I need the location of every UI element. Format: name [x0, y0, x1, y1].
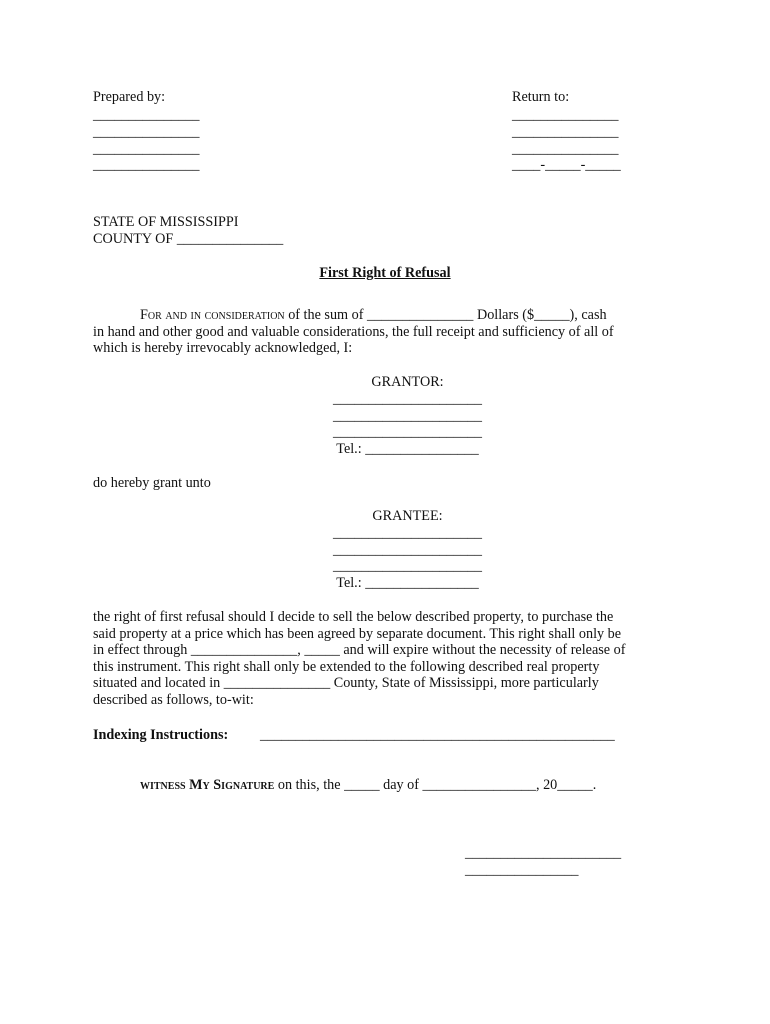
grantor-label: GRANTOR:: [371, 374, 444, 390]
county-heading: COUNTY OF _______________: [93, 231, 284, 247]
prepared-by-line: _______________: [93, 107, 200, 123]
indexing-blank: __________________________________________________: [260, 727, 615, 743]
prepared-by-line: _______________: [93, 124, 200, 140]
refusal-paragraph: [93, 609, 676, 709]
refusal-text: described as follows, to-wit:: [93, 691, 254, 708]
refusal-text: this instrument. This right shall only be extended to the following described real property: [93, 658, 600, 675]
grant-clause: do hereby grant unto: [93, 475, 211, 491]
state-heading: STATE OF MISSISSIPPI: [93, 214, 239, 230]
witness-lead-in: witness My Signature: [140, 777, 275, 793]
indexing-label: Indexing Instructions:: [93, 727, 229, 743]
grantee-label: GRANTEE:: [372, 508, 443, 524]
refusal-text: said property at a price which has been agreed by separate document. This right shall only be: [93, 625, 622, 642]
grantor-line: _____________________: [333, 391, 482, 407]
refusal-text: situated and located in _______________ County, State of Mississippi, more particularly: [93, 675, 599, 692]
consideration-paragraph: [93, 307, 676, 357]
signature-line: ______________________: [465, 845, 622, 861]
signature-line: ________________: [465, 862, 579, 878]
consideration-text: in hand and other good and valuable considerations, the full receipt and sufficiency of all of: [93, 323, 614, 340]
prepared-by-label: Prepared by:: [93, 89, 166, 105]
grantee-line: _____________________: [333, 525, 482, 541]
return-to-line: ____-_____-_____: [512, 157, 621, 173]
witness-clause: [140, 777, 596, 794]
consideration-text: which is hereby irrevocably acknowledged, I:: [93, 340, 353, 357]
return-to-line: _______________: [512, 141, 619, 157]
return-to-line: _______________: [512, 124, 619, 140]
grantee-line: _____________________: [333, 542, 482, 558]
refusal-text: in effect through _______________, _____ and will expire without the necessity of release of: [93, 642, 626, 659]
prepared-by-line: _______________: [93, 157, 200, 173]
refusal-text: the right of first refusal should I decide to sell the below described property, to purchase the: [93, 609, 614, 625]
grantor-line: _____________________: [333, 424, 482, 440]
prepared-by-line: _______________: [93, 141, 200, 157]
consideration-text: of the sum of _______________ Dollars ($_____), cash: [284, 307, 607, 323]
return-to-line: _______________: [512, 107, 619, 123]
witness-text: on this, the _____ day of ________________, 20_____.: [274, 777, 597, 793]
grantee-tel: Tel.: ________________: [336, 575, 479, 591]
consideration-lead-in: For and in consideration: [140, 307, 285, 323]
document-title: First Right of Refusal: [319, 265, 451, 281]
return-to-label: Return to:: [512, 89, 570, 105]
grantor-tel: Tel.: ________________: [336, 441, 479, 457]
grantee-line: _____________________: [333, 558, 482, 574]
grantor-line: _____________________: [333, 408, 482, 424]
